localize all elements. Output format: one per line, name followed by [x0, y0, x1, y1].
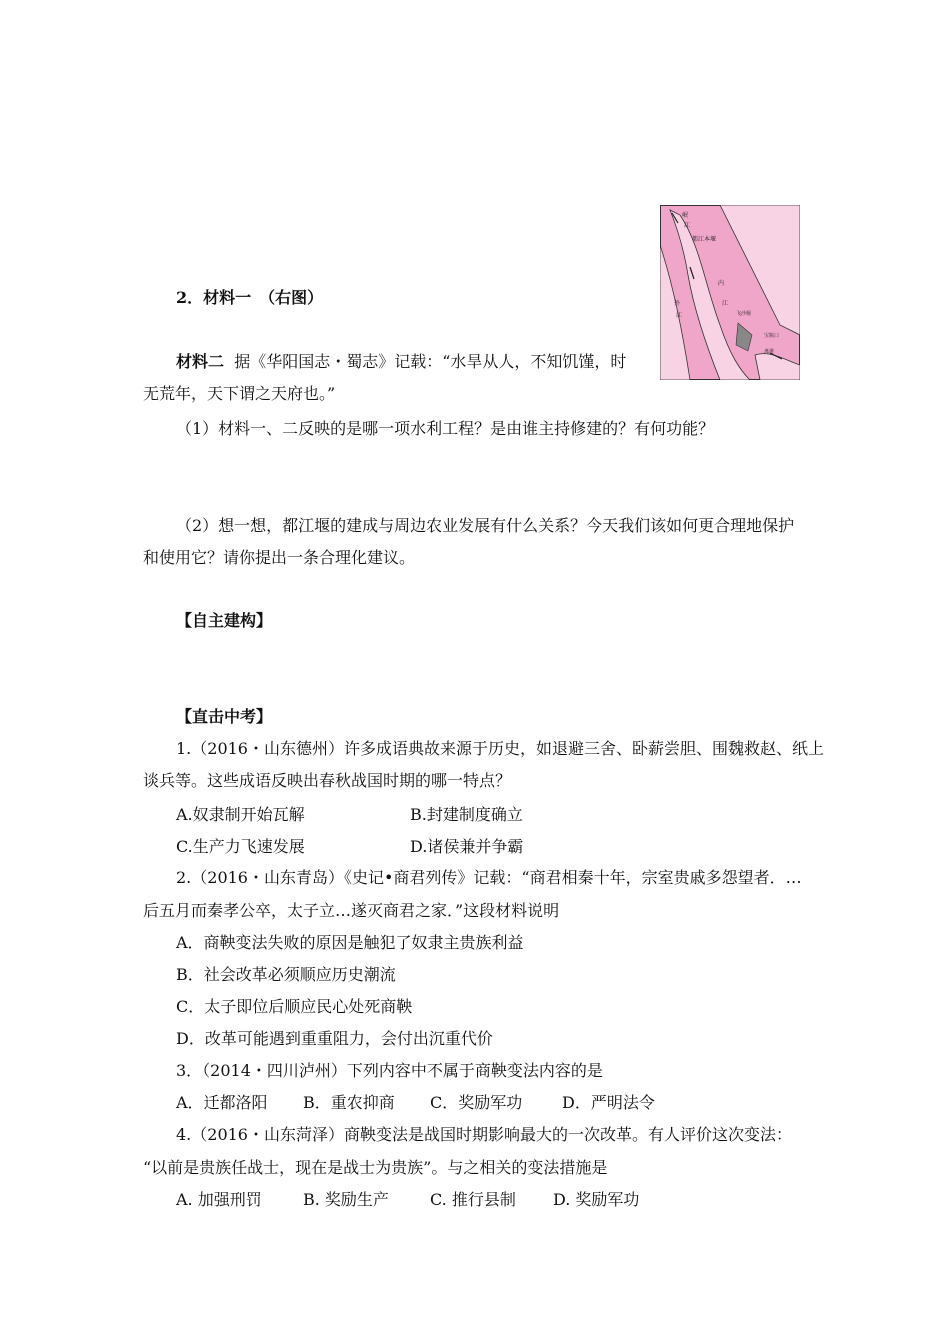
exam-q2-line2: 后五月而秦孝公卒，太子立…遂灭商君之家．”这段材料说明 — [143, 901, 560, 920]
exam-q1-line2: 谈兵等。这些成语反映出春秋战国时期的哪一特点？ — [143, 771, 512, 790]
exam-q3-option-a: A．迁都洛阳 — [176, 1093, 268, 1112]
exam-q2-option-a: A．商鞅变法失败的原因是触犯了奴隶主贵族利益 — [176, 933, 524, 952]
exam-q3-option-c: C．奖励军功 — [430, 1093, 523, 1112]
exam-q4-option-c: C. 推行县制 — [430, 1190, 516, 1209]
q2-sub2-line1: （2）想一想，都江堰的建成与周边农业发展有什么关系？今天我们该如何更合理地保护 — [176, 516, 795, 535]
exam-q2-line1: 2.（2016・山东青岛）《史记•商君列传》记载：“商君相秦十年，宗室贵戚多怨望者．… — [176, 868, 802, 887]
exam-q1-option-c: C.生产力飞速发展 — [176, 837, 305, 856]
q2-sub2-line2: 和使用它？请你提出一条合理化建议。 — [143, 548, 416, 567]
map-svg — [660, 205, 800, 380]
map-label: 江 — [676, 312, 683, 319]
map-label: 内 — [718, 280, 725, 287]
material2-text: 据《华阳国志・蜀志》记载：“水旱从人，不知饥馑，时 — [234, 352, 627, 371]
exam-q3-option-b: B．重农抑商 — [303, 1093, 395, 1112]
material2-label: 材料二 — [176, 352, 225, 371]
map-label: 飞沙堰 — [736, 311, 752, 317]
exam-q4-line2: “以前是贵族任战士，现在是战士为贵族”。与之相关的变法措施是 — [143, 1158, 608, 1177]
exam-q4-option-b: B. 奖励生产 — [303, 1190, 389, 1209]
exam-q4-line1: 4.（2016・山东菏泽）商鞅变法是战国时期影响最大的一次改革。有人评价这次变法： — [176, 1125, 792, 1144]
map-label: 江 — [684, 222, 691, 229]
exam-q4-option-d: D. 奖励军功 — [553, 1190, 640, 1209]
map-label: 宝瓶口 — [764, 333, 780, 339]
dujiangyan-map-figure — [660, 205, 800, 380]
q2-material2-line1 — [176, 351, 626, 373]
exam-q3-option-d: D．严明法令 — [562, 1093, 655, 1112]
section-self-construct-title: 【自主建构】 — [176, 611, 273, 630]
exam-q2-option-b: B．社会改革必须顺应历史潮流 — [176, 965, 396, 984]
exam-q2-option-d: D．改革可能遇到重重阻力，会付出沉重代价 — [176, 1029, 493, 1048]
q2-heading: 2．材料一 （右图） — [176, 288, 324, 307]
exam-q1-option-b: B.封建制度确立 — [410, 805, 523, 824]
section-exam-title: 【直击中考】 — [176, 707, 273, 726]
exam-q3-line1: 3．（2014・四川泸州）下列内容中不属于商鞅变法内容的是 — [176, 1061, 603, 1080]
exam-q2-option-c: C．太子即位后顺应民心处死商鞅 — [176, 997, 413, 1016]
exam-q4-option-a: A. 加强刑罚 — [176, 1190, 262, 1209]
exam-q1-option-d: D.诸侯兼并争霸 — [410, 837, 524, 856]
map-label: 外 — [674, 300, 681, 307]
exam-q1-option-a: A.奴隶制开始瓦解 — [176, 805, 305, 824]
map-label: 都江本堰 — [692, 236, 717, 243]
map-label: 离堆 — [764, 349, 775, 355]
q2-material2-line2: 无荒年，天下谓之天府也。” — [143, 384, 336, 403]
map-label: 岷 — [682, 212, 689, 219]
map-label: 江 — [722, 300, 729, 307]
q2-sub1: （1）材料一、二反映的是哪一项水利工程？是由谁主持修建的？有何功能？ — [176, 419, 715, 438]
exam-q1-line1: 1.（2016・山东德州）许多成语典故来源于历史，如退避三舍、卧薪尝胆、围魏救赵、纸上 — [176, 739, 824, 758]
